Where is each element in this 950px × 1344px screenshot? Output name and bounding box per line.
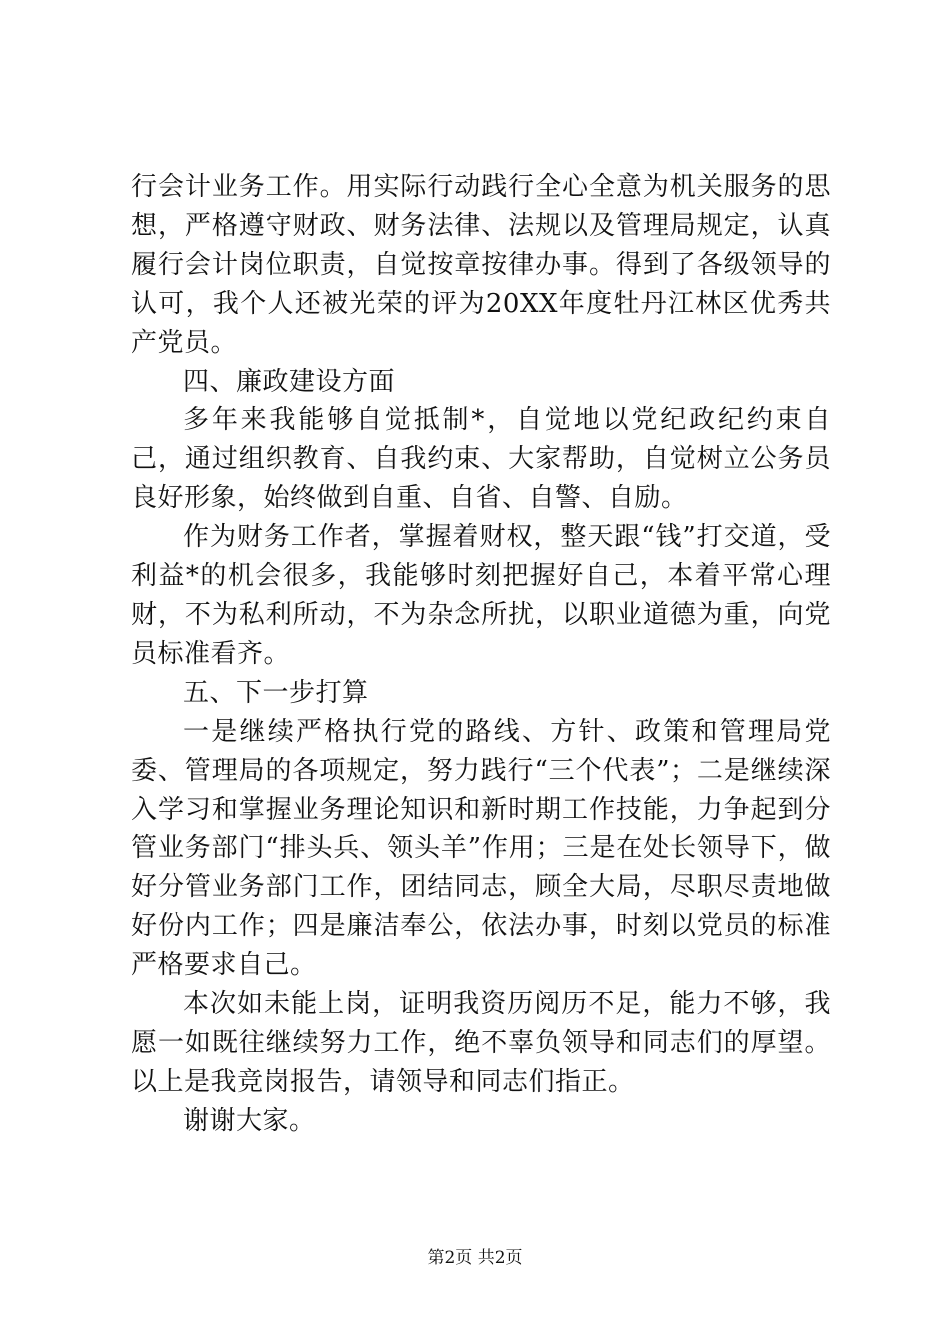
document-body <box>131 168 831 1141</box>
paragraph-closing-statement: 本次如未能上岗，证明我资历阅历不足，能力不够，我愿一如既往继续努力工作，绝不辜负领导和同志们的厚望。以上是我竞岗报告，请领导和同志们指正。 <box>131 989 831 1097</box>
paragraph-continuation: 行会计业务工作。用实际行动践行全心全意为机关服务的思想，严格遵守财政、财务法律、法规以及管理局规定，认真履行会计岗位职责，自觉按章按律办事。得到了各级领导的认可，我个人还被光荣的评为20XX年度牡丹江林区优秀共产党员。 <box>131 172 831 358</box>
page-number-footer: 第2页 共2页 <box>427 1248 523 1268</box>
paragraph-plans: 一是继续严格执行党的路线、方针、政策和管理局党委、管理局的各项规定，努力践行“三个代表”；二是继续深入学习和掌握业务理论知识和新时期工作技能，力争起到分管业务部门“排头兵、领头羊”作用；三是在处长领导下，做好分管业务部门工作，团结同志，顾全大局，尽职尽责地做好份内工作；四是廉洁奉公，依法办事，时刻以党员的标准严格要求自己。 <box>131 716 831 981</box>
paragraph-thanks: 谢谢大家。 <box>183 1105 316 1136</box>
paragraph-finance-worker: 作为财务工作者，掌握着财权，整天跟“钱”打交道，受利益*的机会很多，我能够时刻把握好自己，本着平常心理财，不为私利所动，不为杂念所扰，以职业道德为重，向党员标准看齐。 <box>131 522 831 669</box>
paragraph-self-discipline: 多年来我能够自觉抵制*，自觉地以党纪政纪约束自己，通过组织教育、自我约束、大家帮助，自觉树立公务员良好形象，始终做到自重、自省、自警、自励。 <box>131 405 831 514</box>
section-heading-next-steps: 五、下一步打算 <box>183 677 369 708</box>
section-heading-integrity: 四、廉政建设方面 <box>183 366 396 397</box>
